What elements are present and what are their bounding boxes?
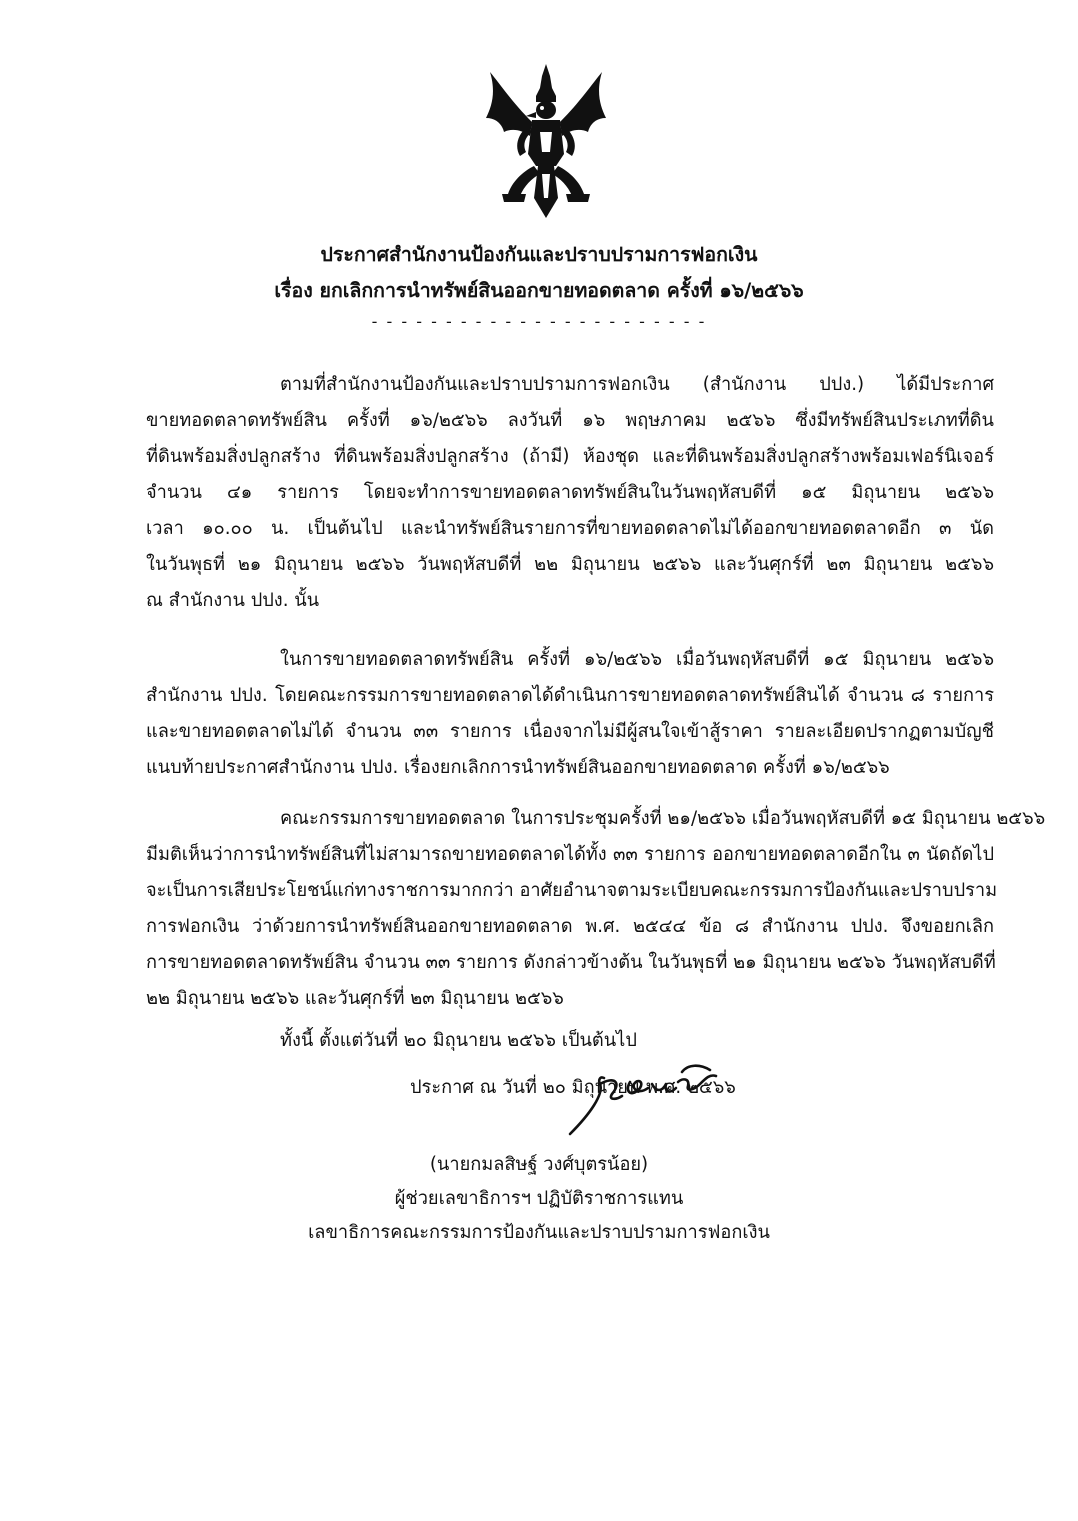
paragraph-line: ในการขายทอดตลาดทรัพย์สิน ครั้งที่ ๑๖/๒๕๖๖ เมื่อวันพฤหัสบดีที่ ๑๕ มิถุนายน ๒๕๖๖ [280,649,994,670]
paragraph-line: มีมติเห็นว่าการนำทรัพย์สินที่ไม่สามารถขายทอดตลาดได้ทั้ง ๓๓ รายการ ออกขายทอดตลาดอีกใน ๓ นัดถัดไป [146,844,994,865]
announce-date: ประกาศ ณ วันที่ ๒๐ มิถุนายน พ.ศ. ๒๕๖๖ [410,1077,736,1098]
paragraph-line: ขายทอดตลาดทรัพย์สิน ครั้งที่ ๑๖/๒๕๖๖ ลงวันที่ ๑๖ พฤษภาคม ๒๕๖๖ ซึ่งมีทรัพย์สินประเภทที่ดิน [146,410,994,431]
paragraph-line: เวลา ๑๐.๐๐ น. เป็นต้นไป และนำทรัพย์สินรายการที่ขายทอดตลาดไม่ได้ออกขายทอดตลาดอีก ๓ นัด [146,518,994,539]
handwritten-signature [560,1048,740,1136]
garuda-emblem-icon [482,62,610,222]
paragraph-line: ที่ดินพร้อมสิ่งปลูกสร้าง ที่ดินพร้อมสิ่งปลูกสร้าง (ถ้ามี) ห้องชุด และที่ดินพร้อมสิ่งปลูกสร้างพร้อมเฟอร์นิเจอร์ [146,446,994,467]
paragraph-line: ณ สำนักงาน ปปง. นั้น [146,590,320,611]
document-title: ประกาศสำนักงานป้องกันและปราบปรามการฟอกเงิน [320,243,758,266]
document-subject: เรื่อง ยกเลิกการนำทรัพย์สินออกขายทอดตลาด ครั้งที่ ๑๖/๒๕๖๖ [274,279,804,302]
paragraph-line: ตามที่สำนักงานป้องกันและปราบปรามการฟอกเงิน (สำนักงาน ปปง.) ได้มีประกาศ [280,374,994,395]
effective-date-line: ทั้งนี้ ตั้งแต่วันที่ ๒๐ มิถุนายน ๒๕๖๖ เป็นต้นไป [280,1030,637,1051]
signatory-office: เลขาธิการคณะกรรมการป้องกันและปราบปรามการฟอกเงิน [308,1222,770,1243]
paragraph-line: ในวันพุธที่ ๒๑ มิถุนายน ๒๕๖๖ วันพฤหัสบดีที่ ๒๒ มิถุนายน ๒๕๖๖ และวันศุกร์ที่ ๒๓ มิถุนายน ๒๕๖๖ [146,554,994,575]
paragraph-line: จำนวน ๔๑ รายการ โดยจะทำการขายทอดตลาดทรัพย์สินในวันพฤหัสบดีที่ ๑๕ มิถุนายน ๒๕๖๖ [146,482,994,503]
signatory-position: ผู้ช่วยเลขาธิการฯ ปฏิบัติราชการแทน [394,1188,684,1209]
paragraph-line: คณะกรรมการขายทอดตลาด ในการประชุมครั้งที่ ๒๑/๒๕๖๖ เมื่อวันพฤหัสบดีที่ ๑๕ มิถุนายน ๒๕๖๖ [280,808,1046,829]
paragraph-line: สำนักงาน ปปง. โดยคณะกรรมการขายทอดตลาดได้ดำเนินการขายทอดตลาดทรัพย์สินได้ จำนวน ๘ รายการ [146,685,994,706]
signatory-name: (นายกมลสิษฐ์ วงศ์บุตรน้อย) [429,1154,649,1175]
paragraph-line: การขายทอดตลาดทรัพย์สิน จำนวน ๓๓ รายการ ดังกล่าวข้างต้น ในวันพุธที่ ๒๑ มิถุนายน ๒๕๖๖ วันพฤหัสบดีที่ [146,952,996,973]
paragraph-line: ๒๒ มิถุนายน ๒๕๖๖ และวันศุกร์ที่ ๒๓ มิถุนายน ๒๕๖๖ [146,988,564,1009]
paragraph-line: จะเป็นการเสียประโยชน์แก่ทางราชการมากกว่า อาศัยอำนาจตามระเบียบคณะกรรมการป้องกันและปราบปราม [146,880,998,901]
paragraph-line: และขายทอดตลาดไม่ได้ จำนวน ๓๓ รายการ เนื่องจากไม่มีผู้สนใจเข้าสู้ราคา รายละเอียดปรากฏตามบัญชี [146,721,994,742]
paragraph-line: แนบท้ายประกาศสำนักงาน ปปง. เรื่องยกเลิกการนำทรัพย์สินออกขายทอดตลาด ครั้งที่ ๑๖/๒๕๖๖ [146,757,890,778]
paragraph-line: การฟอกเงิน ว่าด้วยการนำทรัพย์สินออกขายทอดตลาด พ.ศ. ๒๕๔๔ ข้อ ๘ สำนักงาน ปปง. จึงขอยกเลิก [146,916,994,937]
title-divider: - - - - - - - - - - - - - - - - - - - - - - - [371,312,707,331]
